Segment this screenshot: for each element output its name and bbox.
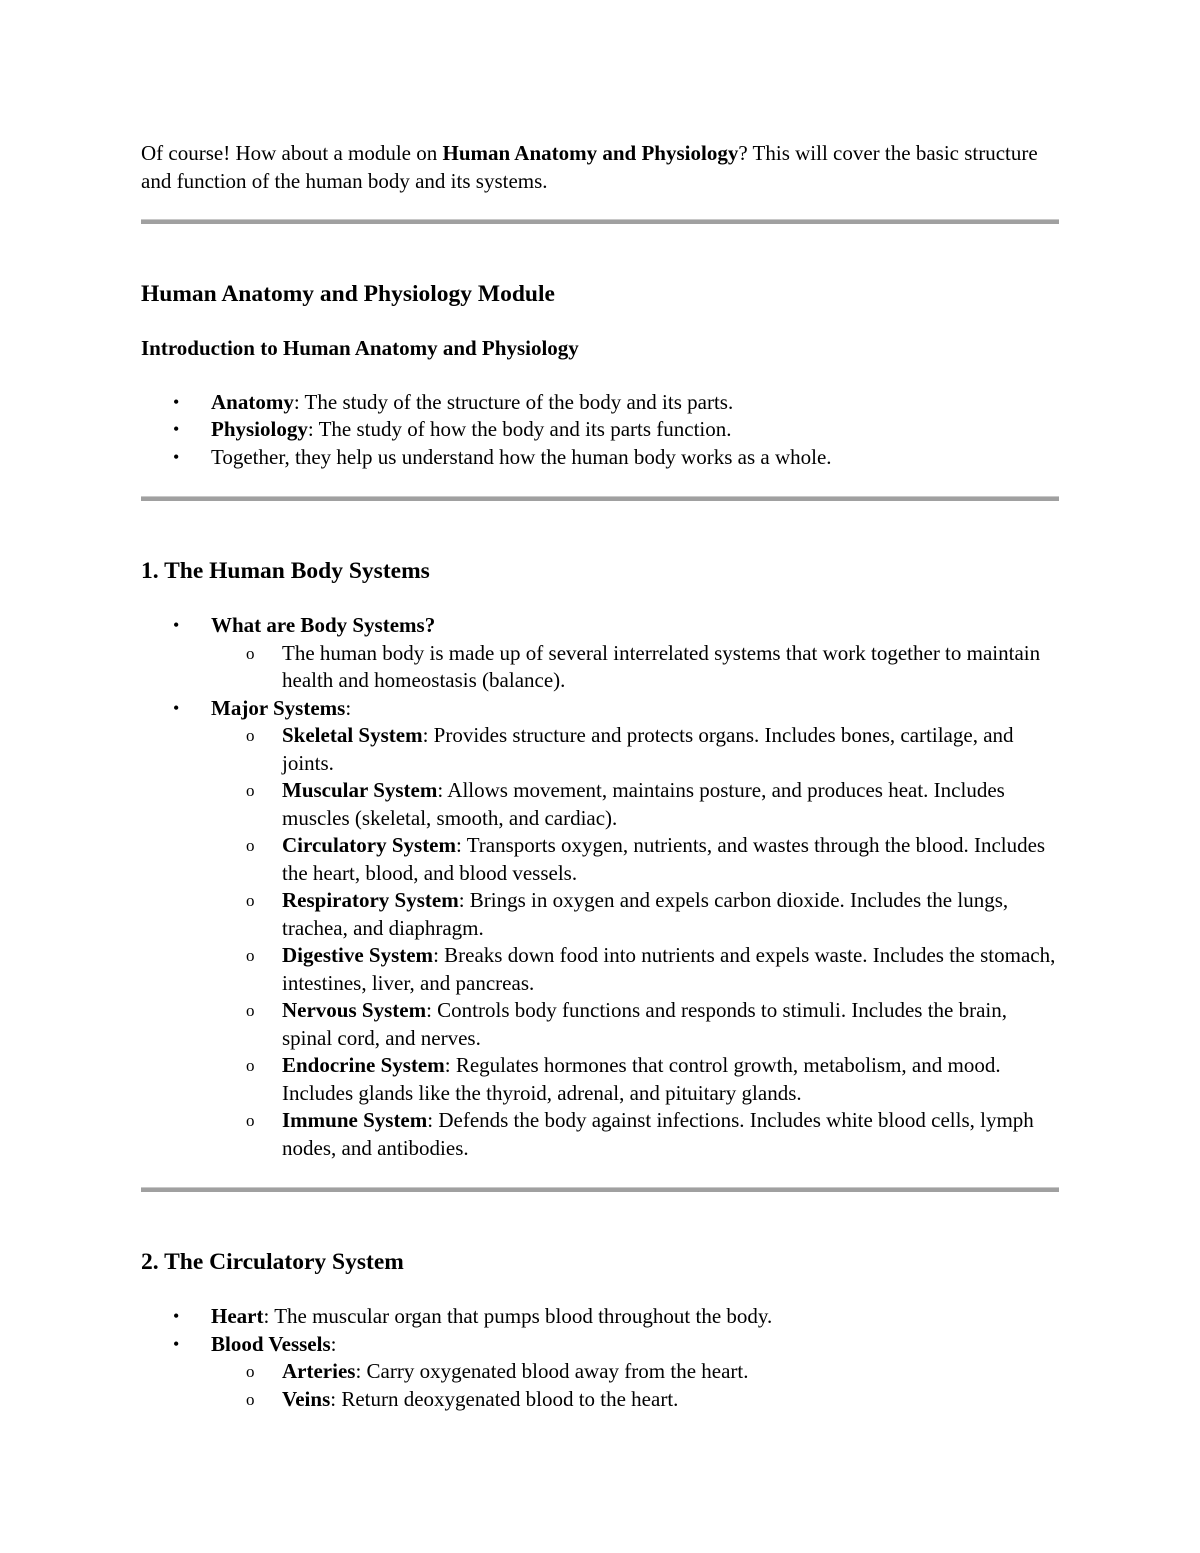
system-item bbox=[141, 777, 1059, 832]
term: Immune System bbox=[282, 1108, 428, 1132]
bullet-icon: • bbox=[173, 1333, 180, 1354]
document-page bbox=[141, 140, 1059, 1413]
sub-list-item bbox=[141, 640, 1059, 695]
system-item bbox=[141, 722, 1059, 777]
list-item bbox=[141, 389, 1059, 417]
sub-bullet-icon: o bbox=[246, 643, 255, 663]
module-title: Human Anatomy and Physiology Module bbox=[141, 281, 555, 307]
sub-bullet-icon: o bbox=[246, 1111, 255, 1130]
term: Nervous System bbox=[282, 998, 427, 1022]
section-1-heading: 1. The Human Body Systems bbox=[141, 558, 430, 584]
system-item bbox=[141, 1052, 1059, 1107]
introduction-list bbox=[141, 389, 1059, 472]
bullet-icon: • bbox=[173, 615, 180, 635]
sub-list-item bbox=[141, 1358, 1059, 1386]
section-2-list bbox=[141, 1303, 1059, 1413]
bullet-icon: • bbox=[173, 391, 180, 412]
definition: : Allows movement, maintains posture, and produces heat. Includes muscles (skeletal, smooth, and cardiac). bbox=[282, 778, 1005, 830]
sub-bullet-icon: o bbox=[246, 891, 255, 910]
term: What are Body Systems? bbox=[211, 613, 436, 637]
definition: Together, they help us understand how the human body works as a whole. bbox=[211, 444, 832, 469]
term: Circulatory System bbox=[282, 833, 456, 857]
definition: : The study of the structure of the body and its parts. bbox=[293, 389, 734, 414]
term: Endocrine System bbox=[282, 1053, 445, 1077]
sub-bullet-icon: o bbox=[246, 1056, 255, 1075]
sub-bullet-icon: o bbox=[246, 946, 255, 965]
term: Arteries bbox=[282, 1359, 356, 1383]
bullet-icon: • bbox=[173, 1306, 180, 1326]
section-2-heading: 2. The Circulatory System bbox=[141, 1249, 404, 1275]
definition: : Return deoxygenated blood to the heart. bbox=[330, 1386, 679, 1411]
definition: : Brings in oxygen and expels carbon dioxide. Includes the lungs, trachea, and diaphragm. bbox=[282, 888, 1009, 940]
system-item bbox=[141, 942, 1059, 997]
colon: : bbox=[330, 1331, 337, 1356]
definition: : Controls body functions and responds to stimuli. Includes the brain, spinal cord, and nerves. bbox=[282, 998, 1008, 1050]
vessels-list bbox=[211, 1358, 1059, 1413]
term: Digestive System bbox=[282, 943, 434, 967]
definition: : Carry oxygenated blood away from the heart. bbox=[355, 1359, 749, 1383]
bullet-icon: • bbox=[173, 419, 180, 439]
sub-bullet-icon: o bbox=[246, 781, 255, 800]
list-item bbox=[141, 1303, 1059, 1331]
sub-list-item bbox=[141, 1386, 1059, 1414]
list-item bbox=[141, 695, 1059, 1163]
system-item bbox=[141, 1107, 1059, 1162]
list-item bbox=[141, 444, 1059, 472]
intro-paragraph bbox=[141, 140, 1059, 195]
term: Major Systems bbox=[211, 695, 346, 720]
sub-bullet-icon: o bbox=[246, 1362, 255, 1381]
intro-bold: Human Anatomy and Physiology bbox=[442, 141, 739, 165]
term: Heart bbox=[211, 1304, 264, 1328]
intro-text-end: ? This will cover the basic structure and function of the human body and its systems. bbox=[141, 141, 1038, 193]
intro-text: Of course! How about a module on bbox=[141, 141, 443, 165]
definition: : The study of how the body and its parts function. bbox=[307, 417, 732, 441]
sub-bullet-icon: o bbox=[246, 836, 255, 855]
horizontal-rule bbox=[141, 219, 1059, 224]
definition: : Provides structure and protects organs. Includes bones, cartilage, and joints. bbox=[282, 723, 1014, 775]
sub-list bbox=[211, 640, 1059, 695]
system-item bbox=[141, 832, 1059, 887]
list-item bbox=[141, 1331, 1059, 1414]
colon: : bbox=[345, 695, 352, 720]
bullet-icon: • bbox=[173, 446, 180, 467]
definition: : The muscular organ that pumps blood throughout the body. bbox=[263, 1304, 773, 1328]
sub-bullet-icon: o bbox=[246, 726, 255, 745]
term: Veins bbox=[282, 1386, 331, 1411]
definition: : Transports oxygen, nutrients, and wastes through the blood. Includes the heart, blood, and blood vessels. bbox=[282, 833, 1046, 885]
term: Respiratory System bbox=[282, 888, 459, 912]
sub-bullet-icon: o bbox=[246, 1389, 255, 1409]
definition: : Defends the body against infections. Includes white blood cells, lymph nodes, and antibodies. bbox=[282, 1108, 1034, 1160]
sub-bullet-icon: o bbox=[246, 1001, 255, 1020]
term: Skeletal System bbox=[282, 723, 423, 747]
bullet-icon: • bbox=[173, 697, 180, 718]
definition: The human body is made up of several interrelated systems that work together to maintain health and homeostasis (balance). bbox=[282, 640, 1041, 692]
introduction-heading: Introduction to Human Anatomy and Physiology bbox=[141, 336, 579, 360]
term: Anatomy bbox=[211, 389, 294, 414]
definition: : Regulates hormones that control growth, metabolism, and mood. Includes glands like the thyroid, adrenal, and pituitary glands. bbox=[282, 1053, 1001, 1105]
section-1-list bbox=[141, 612, 1059, 1162]
system-item bbox=[141, 997, 1059, 1052]
list-item bbox=[141, 612, 1059, 695]
system-item bbox=[141, 887, 1059, 942]
definition: : Breaks down food into nutrients and expels waste. Includes the stomach, intestines, liver, and pancreas. bbox=[282, 943, 1056, 995]
term: Blood Vessels bbox=[211, 1331, 331, 1356]
list-item bbox=[141, 416, 1059, 444]
systems-list bbox=[211, 722, 1059, 1162]
horizontal-rule bbox=[141, 496, 1059, 501]
term: Physiology bbox=[211, 417, 308, 441]
horizontal-rule bbox=[141, 1187, 1059, 1192]
term: Muscular System bbox=[282, 778, 438, 802]
